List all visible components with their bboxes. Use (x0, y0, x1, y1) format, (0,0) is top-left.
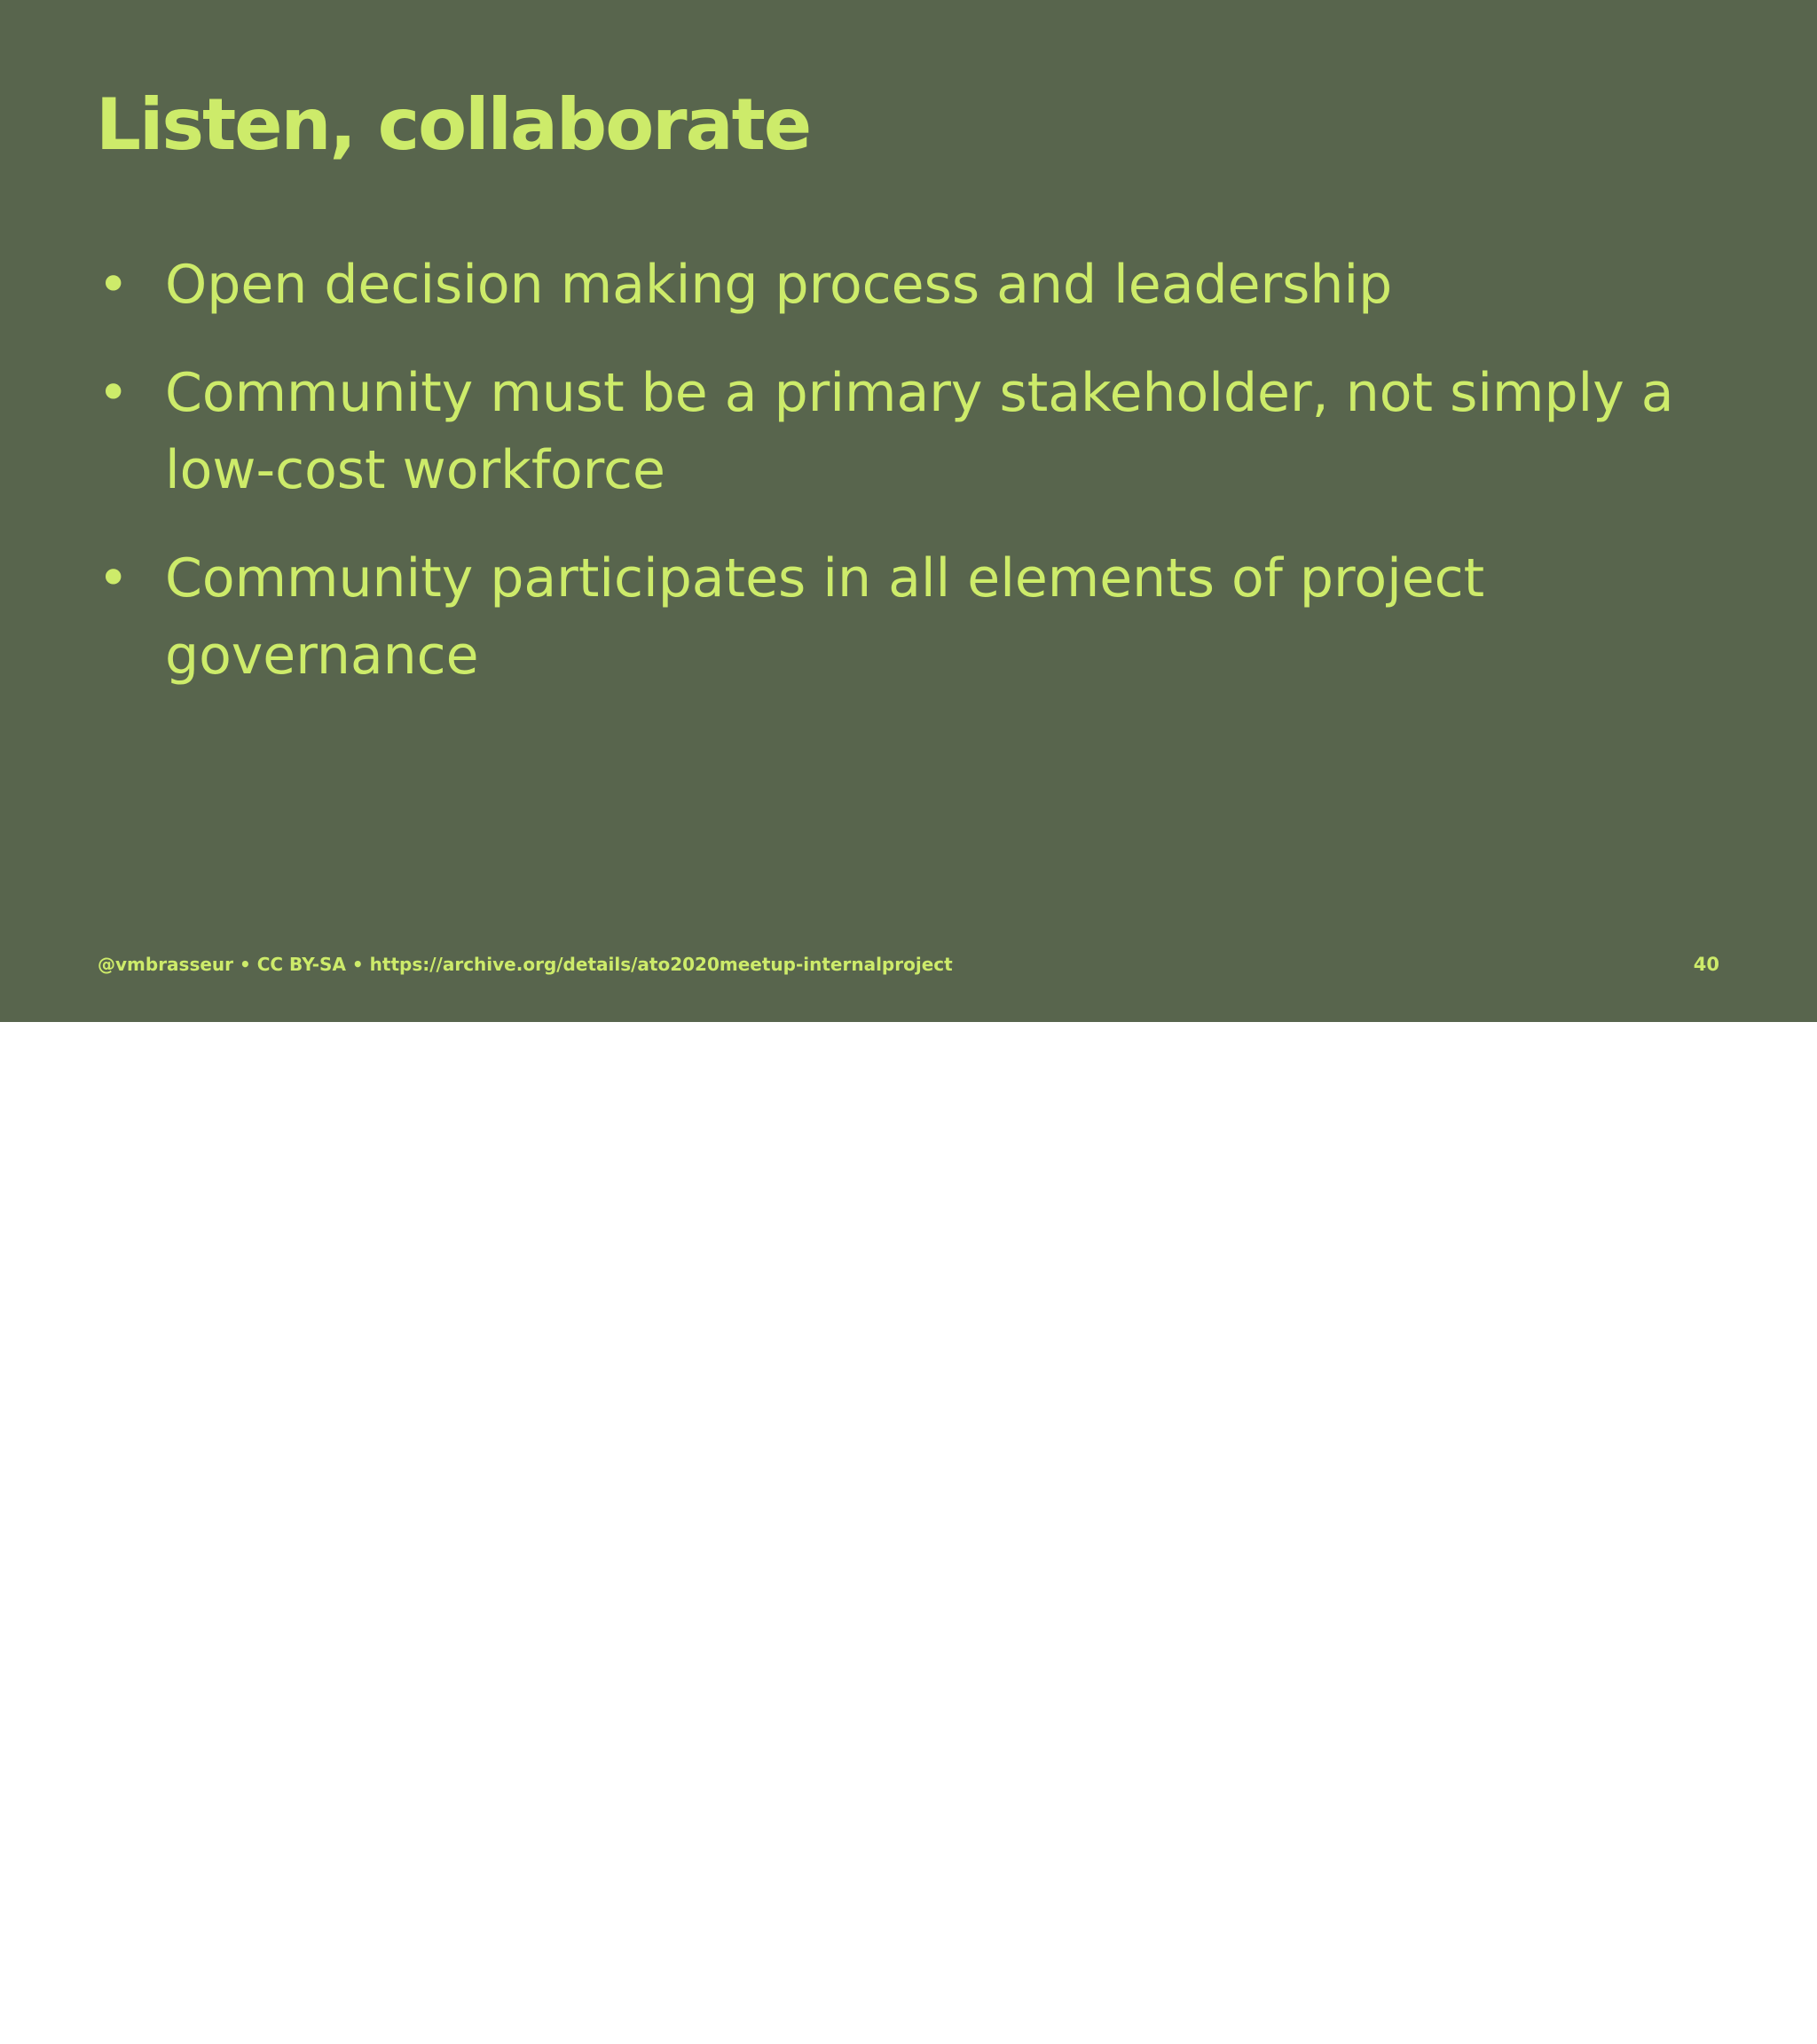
bullet-text: Community participates in all elements of project governance (165, 547, 1485, 687)
bullet-dot-icon: • (98, 547, 130, 609)
bullet-list (96, 247, 1693, 726)
bullet-item (96, 247, 1693, 324)
slide-footer: @vmbrasseur • CC BY-SA • https://archive.org/details/ato2020meetup-internalproject (98, 954, 953, 975)
bullet-item (96, 355, 1693, 509)
page-number: 40 (1693, 954, 1719, 975)
bullet-dot-icon: • (98, 362, 130, 424)
slide-title: Listen, collaborate (96, 83, 811, 166)
bullet-item (96, 540, 1693, 695)
bullet-text: Community must be a primary stakeholder, not simply a low-cost workforce (165, 362, 1674, 501)
bullet-dot-icon: • (98, 254, 130, 316)
bullet-text: Open decision making process and leadership (165, 254, 1393, 316)
